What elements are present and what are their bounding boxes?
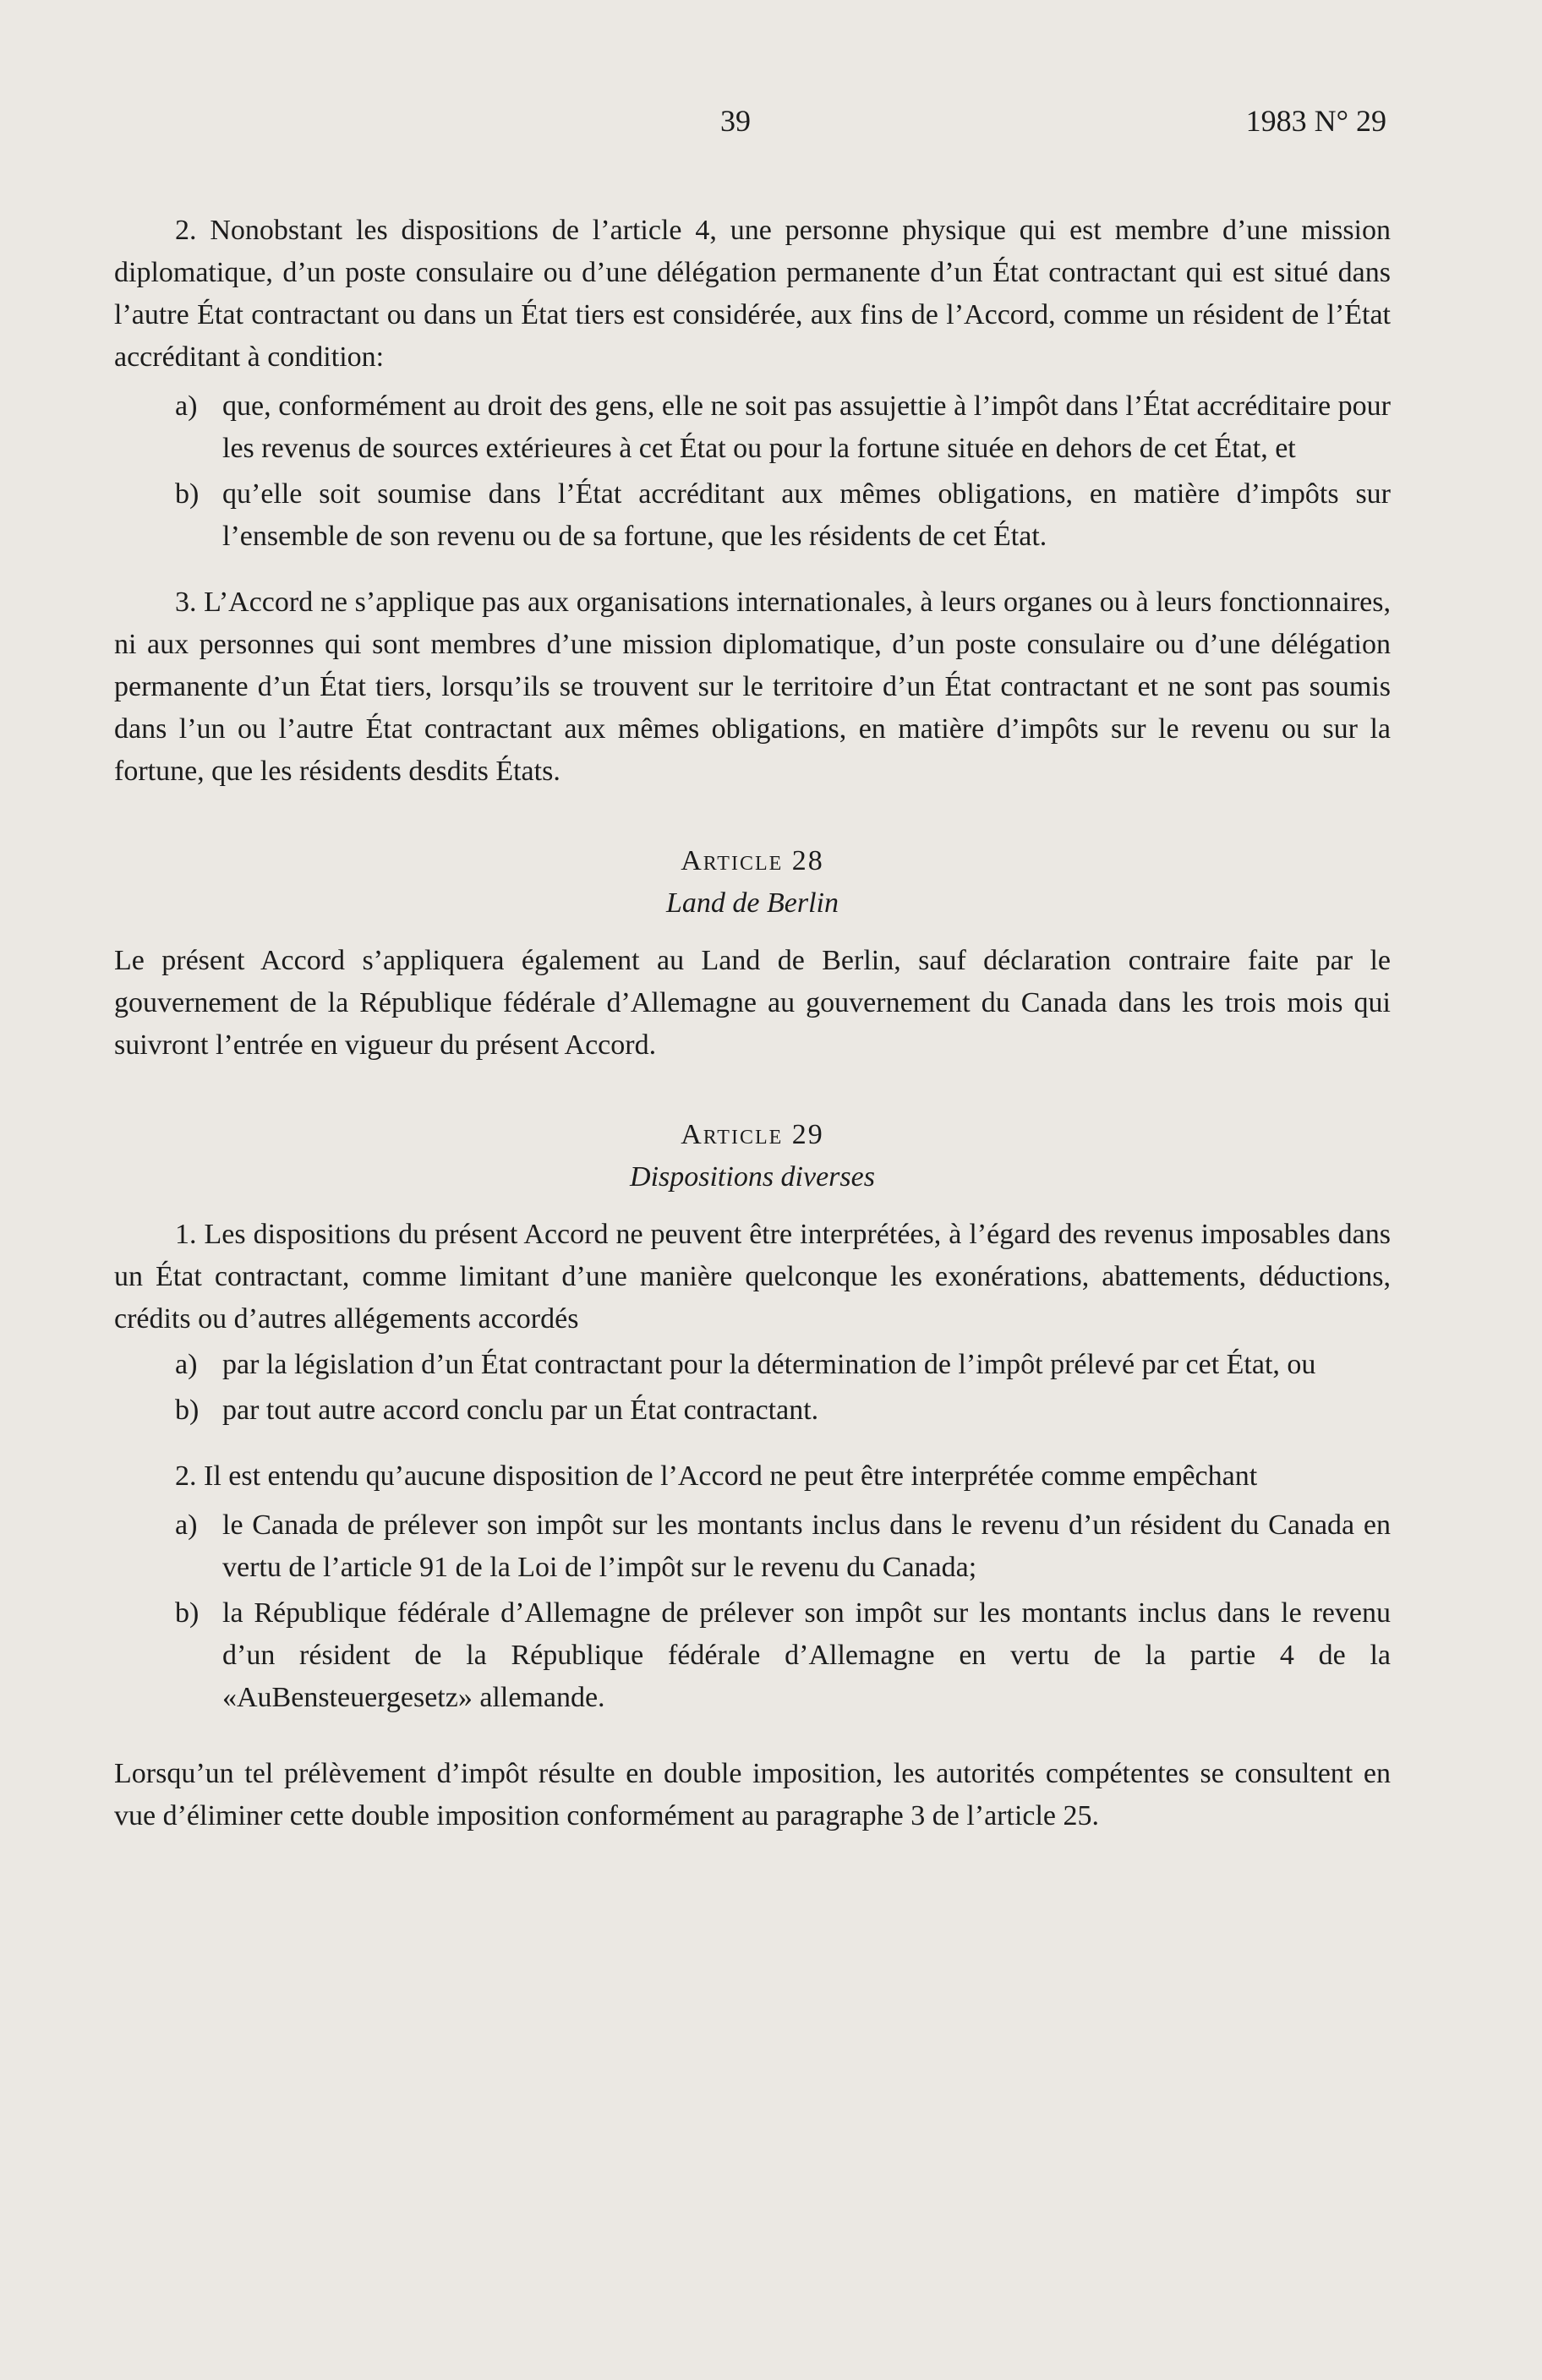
list-item (114, 1389, 1391, 1432)
item-marker: a) (175, 1349, 198, 1380)
item-text: la République fédérale d’Allemagne de prélever son impôt sur les montants inclus dans le revenu d’un résident de la République fédérale d’Allemagne en vertu de la partie 4 de la «AuBensteuergesetz» allemande. (222, 1597, 1391, 1713)
article-28-subtitle: Land de Berlin (666, 887, 839, 919)
list-item (114, 1344, 1391, 1386)
item-text: par tout autre accord conclu par un État contractant. (222, 1395, 819, 1426)
item-marker: b) (175, 1395, 200, 1426)
item-text: que, conformément au droit des gens, elle ne soit pas assujettie à l’impôt dans l’État accréditaire pour les revenus de sources extérieures à cet État ou pour la fortune située en dehors de cet État, et (222, 390, 1391, 464)
article-28-text: Le présent Accord s’appliquera également au Land de Berlin, sauf déclaration contraire faite par le gouvernement de la République fédérale d’Allemagne au gouvernement du Canada dans les trois mois qui suivront l’entrée en vigueur du présent Accord. (114, 945, 1391, 1061)
list-item (114, 385, 1391, 470)
art27-paragraph-3: 3. L’Accord ne s’applique pas aux organisations internationales, à leurs organes ou à leurs fonctionnaires, ni aux personnes qui sont membres d’une mission diplomatique, d’un poste consulaire ou d’une délégation permanente d’un État tiers, lorsqu’ils se trouvent sur le territoire d’un État contractant et ne sont pas soumis dans l’un ou l’autre État contractant aux mêmes obligations, en matière d’impôts sur le revenu ou sur la fortune, que les résidents desdits États. (114, 587, 1391, 787)
article-28-heading: Article 28 (681, 845, 824, 876)
article-29-heading: Article 29 (681, 1119, 824, 1150)
list-item (114, 1592, 1391, 1719)
page-number: 39 (720, 104, 751, 138)
item-marker: a) (175, 1509, 198, 1541)
art29-closing: Lorsqu’un tel prélèvement d’impôt résulte en double imposition, les autorités compétentes se consultent en vue d’éliminer cette double imposition conformément au paragraphe 3 de l’article 25. (114, 1758, 1391, 1831)
list-item (114, 473, 1391, 558)
art27-paragraph-2: 2. Nonobstant les dispositions de l’article 4, une personne physique qui est membre d’une mission diplomatique, d’un poste consulaire ou d’une délégation permanente d’un État contractant qui est situé dans l’autre État contractant ou dans un État tiers est considérée, aux fins de l’Accord, comme un résident de l’État accréditant à condition: (114, 215, 1391, 373)
page-header (0, 103, 1542, 145)
art29-paragraph-1: 1. Les dispositions du présent Accord ne peuvent être interprétées, à l’égard des revenus imposables dans un État contractant, comme limitant d’une manière quelconque les exonérations, abattements, déductions, crédits ou d’autres allégements accordés (114, 1219, 1391, 1335)
article-29-subtitle: Dispositions diverses (630, 1161, 875, 1193)
item-text: qu’elle soit soumise dans l’État accréditant aux mêmes obligations, en matière d’impôts sur l’ensemble de son revenu ou de sa fortune, que les résidents de cet État. (222, 478, 1391, 552)
item-text: par la législation d’un État contractant pour la détermination de l’impôt prélevé par cet État, ou (222, 1349, 1316, 1380)
list-item (114, 1504, 1391, 1589)
issue-number: 1983 N° 29 (1245, 104, 1386, 138)
item-text: le Canada de prélever son impôt sur les montants inclus dans le revenu d’un résident du Canada en vertu de l’article 91 de la Loi de l’impôt sur le revenu du Canada; (222, 1509, 1391, 1583)
item-marker: b) (175, 478, 200, 510)
item-marker: a) (175, 390, 198, 422)
art29-paragraph-2: 2. Il est entendu qu’aucune disposition de l’Accord ne peut être interprétée comme empêchant (175, 1460, 1258, 1492)
page-content (114, 210, 1391, 1858)
item-marker: b) (175, 1597, 200, 1629)
